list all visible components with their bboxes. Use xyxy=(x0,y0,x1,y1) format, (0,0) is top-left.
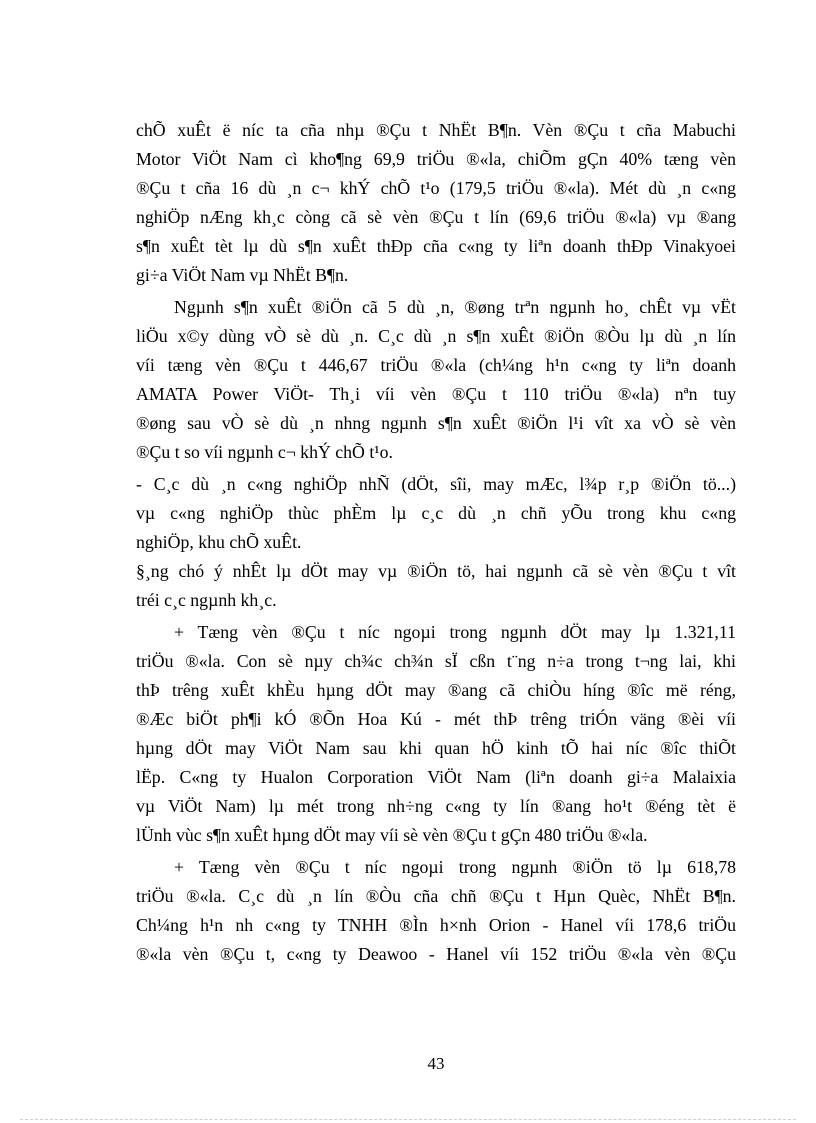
text-line: s¶n xuÊt tèt lµ dù s¶n xuÊt thÐp cña c«ng ty liªn doanh thÐp Vinakyoei xyxy=(136,236,736,256)
text-line: Ngµnh s¶n xuÊt ®iÖn cã 5 dù ¸n, ®øng trªn ngµnh ho¸ chÊt vµ vËt xyxy=(174,297,736,317)
text-line: tréi c¸c ngµnh kh¸c. xyxy=(136,590,277,610)
text-line: ®øng sau vÒ sè dù ¸n nhng ngµnh s¶n xuÊt ®iÖn l¹i vît xa vÒ sè vèn xyxy=(136,413,736,433)
text-line: AMATA Power ViÖt- Th¸i víi vèn ®Çu t 110 triÖu ®«la) nªn tuy xyxy=(136,384,736,404)
page-number: 43 xyxy=(427,1054,445,1073)
text-line: vµ ViÖt Nam) lµ mét trong nh÷ng c«ng ty lín ®ang ho¹t ®éng tèt ë xyxy=(136,796,736,816)
text-line: Motor ViÖt Nam cì kho¶ng 69,9 triÖu ®«la, chiÕm gÇn 40% tæng vèn xyxy=(136,149,736,169)
text-line: chÕ xuÊt ë níc ta cña nhµ ®Çu t NhËt B¶n. Vèn ®Çu t cña Mabuchi xyxy=(136,120,736,140)
text-line: víi tæng vèn ®Çu t 446,67 triÖu ®«la (ch¼ng h¹n c«ng ty liªn doanh xyxy=(136,355,736,375)
page-bottom-edge xyxy=(20,1119,796,1120)
text-line: Ch¼ng h¹n nh c«ng ty TNHH ®Ìn h×nh Orion - Hanel víi 178,6 triÖu xyxy=(136,915,736,935)
text-line: ®«la vèn ®Çu t, c«ng ty Deawoo - Hanel víi 152 triÖu ®«la vèn ®Çu xyxy=(136,944,736,964)
text-line: - C¸c dù ¸n c«ng nghiÖp nhÑ (dÖt, sîi, may mÆc, l¾p r¸p ®iÖn tö...) xyxy=(136,474,736,494)
text-line: ®Çu t cña 16 dù ¸n c¬ khÝ chÕ t¹o (179,5 triÖu ®«la). Mét dù ¸n c«ng xyxy=(136,178,736,198)
text-line: gi÷a ViÖt Nam vµ NhËt B¶n. xyxy=(136,265,349,285)
text-line: liÖu x©y dùng vÒ sè dù ¸n. C¸c dù ¸n s¶n xuÊt ®iÖn ®Òu lµ dù ¸n lín xyxy=(136,326,736,346)
text-line: + Tæng vèn ®Çu t níc ngoµi trong ngµnh ®iÖn tö lµ 618,78 xyxy=(174,857,736,877)
text-line: nghiÖp, khu chÕ xuÊt. xyxy=(136,532,302,552)
text-line: triÖu ®«la. Con sè nµy ch¾c ch¾n sÏ cßn t¨ng n÷a trong t¬ng lai, khi xyxy=(136,651,736,671)
text-line: ®Æc biÖt ph¶i kÓ ®Õn Hoa Kú - mét thÞ trêng triÓn väng ®èi víi xyxy=(136,709,736,729)
text-line: vµ c«ng nghiÖp thùc phÈm lµ c¸c dù ¸n chñ yÕu trong khu c«ng xyxy=(136,503,736,523)
text-line: triÖu ®«la. C¸c dù ¸n lín ®Òu cña chñ ®Çu t Hµn Quèc, NhËt B¶n. xyxy=(136,886,736,906)
text-line: nghiÖp nÆng kh¸c còng cã sè vèn ®Çu t lín (69,6 triÖu ®«la) vµ ®ang xyxy=(136,207,736,227)
text-line: ®Çu t so víi ngµnh c¬ khÝ chÕ t¹o. xyxy=(136,442,393,462)
text-line: lËp. C«ng ty Hualon Corporation ViÖt Nam (liªn doanh gi÷a Malaixia xyxy=(136,767,736,787)
text-line: thÞ trêng xuÊt khÈu hµng dÖt may ®ang cã chiÒu híng ®îc më réng, xyxy=(136,680,736,700)
text-line: §¸ng chó ý nhÊt lµ dÖt may vµ ®iÖn tö, hai ngµnh cã sè vèn ®Çu t vît xyxy=(136,561,736,581)
text-line: hµng dÖt may ViÖt Nam sau khi quan hÖ kinh tÕ hai níc ®îc thiÕt xyxy=(136,738,736,758)
text-line: lÜnh vùc s¶n xuÊt hµng dÖt may víi sè vèn ®Çu t gÇn 480 triÖu ®«la. xyxy=(136,825,648,845)
text-line: + Tæng vèn ®Çu t níc ngoµi trong ngµnh dÖt may lµ 1.321,11 xyxy=(174,622,736,642)
